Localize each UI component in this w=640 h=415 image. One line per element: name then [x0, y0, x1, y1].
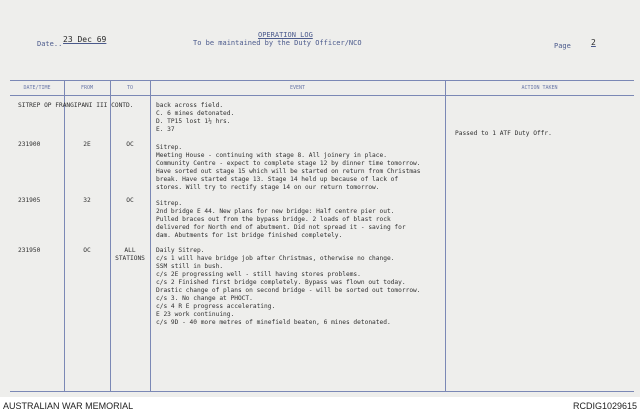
entry-event-line: c/s 1 will have bridge job after Christmas, otherwise no change. [156, 255, 395, 262]
entry-event-line: Pulled braces out from the bypass bridge. 2 loads of blast rock [156, 216, 391, 223]
entry-event-line: Sitrep. [156, 144, 183, 151]
entry-event-line: C. 6 mines detonated. [156, 110, 235, 117]
entry-event-line: 2nd bridge E 44. New plans for new bridge: Half centre pier out. [156, 208, 395, 215]
entry-event-line: SSM still in bush. [156, 263, 224, 270]
entry-to: OC [126, 197, 134, 204]
col-to-header: TO [126, 85, 134, 91]
entry-event-line: Meeting House - continuing with stage 8. All joinery in place. [156, 152, 387, 159]
entry-event-line: E. 37 [156, 126, 175, 133]
entry-event-line: D. TP15 lost 1½ hrs. [156, 118, 231, 125]
entry-event-line: back across field. [156, 102, 224, 109]
entry-event-line: c/s 3. No change at PHOCT. [156, 295, 253, 302]
entry-event-line: stores. Will try to rectify stage 14 on our return tomorrow. [156, 184, 380, 191]
entry-from: OC [83, 247, 91, 254]
entry-event-line: dam. Abutments for 1st bridge finished completely. [156, 232, 343, 239]
page-label: Page [554, 42, 571, 50]
entry-event-line: c/s 2 Finished first bridge completely. Bypass was flown out today. [156, 279, 406, 286]
entry-event-line: c/s 2E progressing well - still having stores problems. [156, 271, 361, 278]
entry-event-line: c/s 4 R E progress accelerating. [156, 303, 276, 310]
column-divider [150, 81, 151, 391]
col-datetime-header: DATE/TIME [23, 85, 51, 91]
entry-event-line: break. Have started stage 13. Stage 14 held up because of lack of [156, 176, 399, 183]
date-value: 23 Dec 69 [63, 35, 107, 44]
entry-event-line: Sitrep. [156, 200, 183, 207]
entry-from: 32 [83, 197, 91, 204]
col-action-header: ACTION TAKEN [521, 85, 558, 91]
header-divider [10, 95, 634, 96]
entry-event-line: Daily Sitrep. [156, 247, 205, 254]
log-subtitle: To be maintained by the Duty Officer/NCO [193, 39, 362, 47]
entry-datetime: 231900 [18, 141, 41, 148]
log-title: OPERATION LOG [258, 31, 313, 39]
column-divider [445, 81, 446, 391]
entry-event-line: Drastic change of plans on second bridge - will be sorted out tomorrow. [156, 287, 421, 294]
archive-credit: AUSTRALIAN WAR MEMORIAL [3, 401, 134, 411]
col-from-header: FROM [80, 85, 94, 91]
entry-action: Passed to 1 ATF Duty Offr. [455, 130, 552, 137]
entry-datetime: 231905 [18, 197, 41, 204]
entry-event-line: c/s 9D - 40 more metres of minefield beaten, 6 mines detonated. [156, 319, 391, 326]
entry-datetime: 231950 [18, 247, 41, 254]
entry-datetime: SITREP OP FRANGIPANI III CONTD. [18, 102, 134, 109]
column-divider [110, 81, 111, 391]
col-event-header: EVENT [289, 85, 306, 91]
entry-to: ALL STATIONS [115, 247, 145, 262]
entry-event-line: Community Centre - expect to complete stage 12 by dinner time tomorrow. [156, 160, 421, 167]
date-label: Date.. [37, 40, 63, 48]
document-id: RCDIG1029615 [572, 401, 637, 411]
column-divider [64, 81, 65, 391]
entry-from: 2E [83, 141, 91, 148]
log-table [10, 80, 634, 392]
page-number: 2 [591, 38, 596, 47]
entry-event-line: Have sorted out stage 15 which will be started on return from Christmas [156, 168, 421, 175]
entry-event-line: delivered for North end of abutment. Did not spread it - saving for [156, 224, 406, 231]
entry-event-line: E 23 work continuing. [156, 311, 235, 318]
entry-to: OC [126, 141, 134, 148]
